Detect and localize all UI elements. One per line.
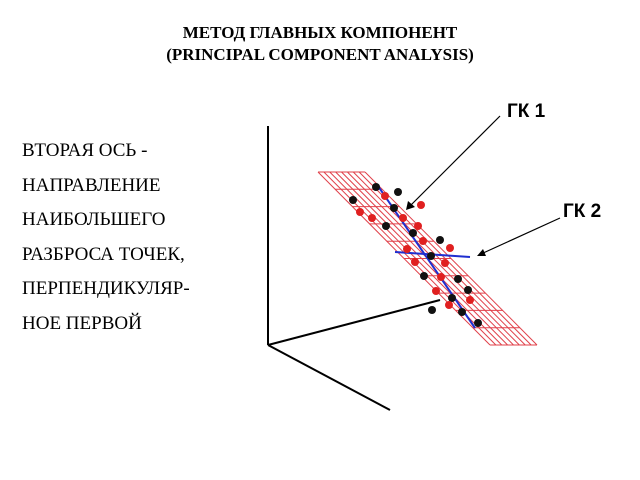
data-point bbox=[409, 229, 417, 237]
data-point bbox=[368, 214, 376, 222]
data-point bbox=[427, 252, 435, 260]
data-point bbox=[417, 201, 425, 209]
data-point bbox=[372, 183, 380, 191]
data-point bbox=[420, 272, 428, 280]
data-point bbox=[446, 244, 454, 252]
description-line: НАПРАВЛЕНИЕ bbox=[22, 174, 161, 196]
data-point bbox=[441, 259, 449, 267]
data-point bbox=[403, 245, 411, 253]
diagram-title-line-2: (PRINCIPAL COMPONENT ANALYSIS) bbox=[166, 45, 474, 64]
axis-front bbox=[268, 345, 390, 410]
data-point bbox=[437, 273, 445, 281]
data-point bbox=[414, 222, 422, 230]
data-point bbox=[356, 208, 364, 216]
pc2-label: ГК 2 bbox=[563, 201, 602, 222]
data-point bbox=[458, 308, 466, 316]
data-point bbox=[445, 301, 453, 309]
description-line: ВТОРАЯ ОСЬ - bbox=[22, 140, 148, 161]
coordinate-axes bbox=[268, 126, 440, 410]
pc1-label: ГК 1 bbox=[507, 101, 546, 122]
label-arrows bbox=[406, 116, 560, 256]
axis-right bbox=[268, 300, 440, 345]
data-point bbox=[419, 237, 427, 245]
data-point bbox=[436, 236, 444, 244]
data-point bbox=[454, 275, 462, 283]
pc2-arrow bbox=[481, 218, 560, 254]
data-point bbox=[464, 286, 472, 294]
data-point bbox=[474, 319, 482, 327]
data-point bbox=[381, 192, 389, 200]
description-line: НОЕ ПЕРВОЙ bbox=[22, 312, 142, 334]
data-point bbox=[432, 287, 440, 295]
description-line: ПЕРПЕНДИКУЛЯР- bbox=[22, 278, 190, 299]
description-line: РАЗБРОСА ТОЧЕК, bbox=[22, 243, 185, 265]
data-point bbox=[448, 294, 456, 302]
data-point bbox=[382, 222, 390, 230]
data-point bbox=[349, 196, 357, 204]
data-point bbox=[390, 204, 398, 212]
description-line: НАИБОЛЬШЕГО bbox=[22, 209, 166, 230]
diagram-title-line-1: МЕТОД ГЛАВНЫХ КОМПОНЕНТ bbox=[182, 23, 458, 42]
pc1-arrow bbox=[410, 116, 500, 206]
data-point bbox=[399, 214, 407, 222]
data-point bbox=[428, 306, 436, 314]
data-point bbox=[411, 258, 419, 266]
data-point bbox=[394, 188, 402, 196]
data-point bbox=[466, 296, 474, 304]
